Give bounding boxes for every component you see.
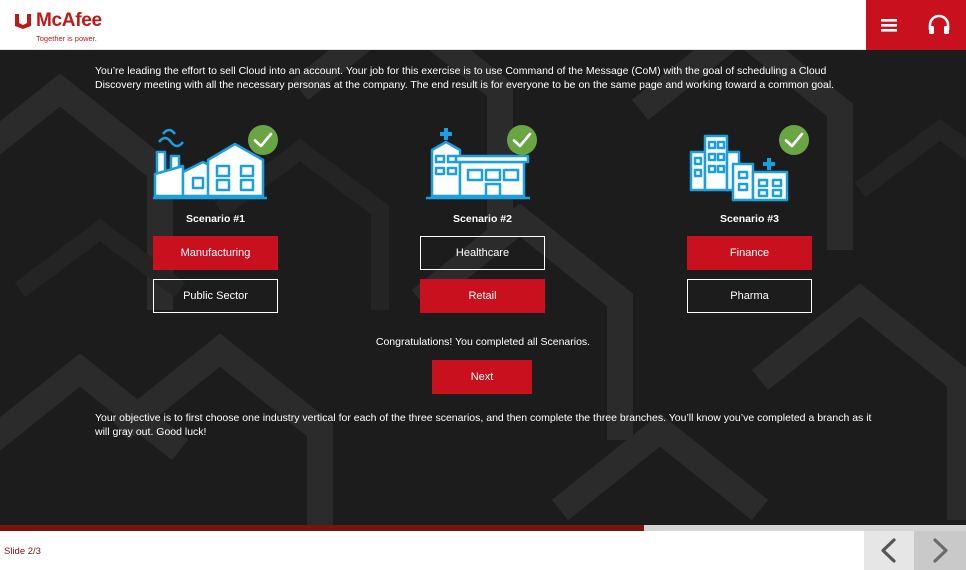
completed-check-icon — [778, 124, 810, 156]
mcafee-shield-icon — [14, 13, 32, 29]
headset-icon[interactable] — [926, 12, 952, 38]
factory-icon — [153, 122, 303, 208]
vertical-button-finance[interactable]: Finance — [687, 236, 812, 270]
scenario-3 — [687, 122, 837, 322]
instructions-text: Your objective is to first choose one industry vertical for each of the three scenarios, and then complete the three branches. You’ll know you’ve completed a branch as it will gray out. Good luck! — [95, 412, 872, 438]
vertical-button-healthcare[interactable]: Healthcare — [420, 236, 545, 270]
vertical-button-pharma[interactable]: Pharma — [687, 279, 812, 313]
logo-wordmark: McAfee — [36, 10, 102, 31]
header-actions — [866, 0, 966, 50]
chevron-right-icon — [914, 531, 966, 570]
next-slide-button[interactable] — [914, 531, 966, 570]
vertical-button-public-sector[interactable]: Public Sector — [153, 279, 278, 313]
scenario-2 — [420, 122, 570, 322]
mcafee-logo — [14, 8, 124, 46]
completion-message: Congratulations! You completed all Scenarios. — [375, 336, 591, 348]
scenario-title: Scenario #3 — [720, 213, 779, 225]
intro-text: You’re leading the effort to sell Cloud into an account. Your job for this exercise is to use Command of the Message (CoM) with the goal of scheduling a Cloud Discovery meeting with all the necessary personas at the company. The end result is for everyone to be on the same page and working toward a common goal. — [95, 65, 835, 91]
chevron-left-icon — [864, 531, 914, 570]
player-footer — [0, 531, 966, 570]
completed-check-icon — [247, 124, 279, 156]
scenario-title: Scenario #1 — [186, 213, 245, 225]
city-buildings-icon — [687, 122, 837, 208]
logo-tagline: Together is power. — [36, 34, 97, 43]
scenario-1 — [153, 122, 303, 322]
vertical-button-manufacturing[interactable]: Manufacturing — [153, 236, 278, 270]
vertical-button-retail[interactable]: Retail — [420, 279, 545, 313]
hospital-icon — [420, 122, 570, 208]
scenario-title: Scenario #2 — [453, 213, 512, 225]
course-stage — [0, 50, 966, 525]
slide-counter: Slide 2/3 — [4, 546, 41, 557]
hamburger-menu-icon[interactable] — [876, 12, 902, 38]
completed-check-icon — [506, 124, 538, 156]
previous-slide-button[interactable] — [864, 531, 914, 570]
next-button[interactable]: Next — [432, 360, 532, 394]
top-bar — [0, 0, 966, 50]
